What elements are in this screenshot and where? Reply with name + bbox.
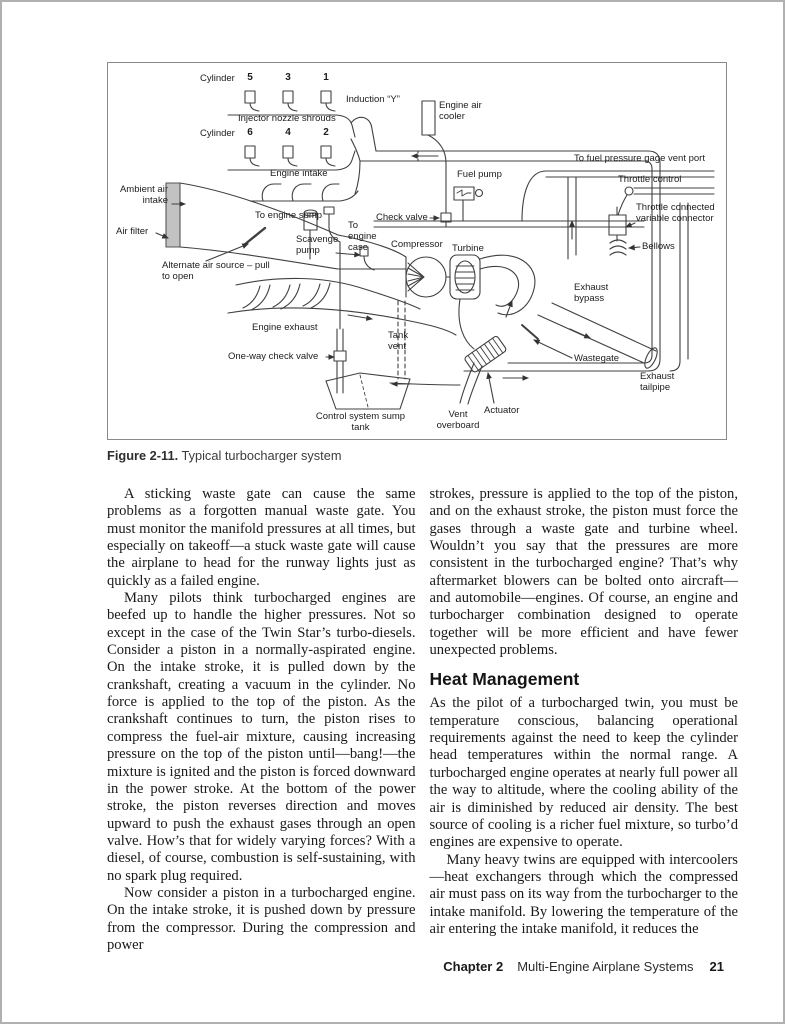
figure-label-vent-overboard: Vent overboard: [436, 409, 480, 431]
figure-label-engine-intake: Engine intake: [270, 168, 328, 179]
paragraph: Now consider a piston in a turbocharged engine. On the intake stroke, it is pushed down by pressure from the compressor. During the compression and power: [107, 884, 416, 953]
figure-label-fuel-pump: Fuel pump: [457, 169, 502, 180]
figure-label-fuel-pressure-port: To fuel pressure gage vent port: [574, 153, 705, 164]
figure-label-cyl-6: 6: [247, 127, 253, 138]
figure-label-to-engine-case: To engine case: [348, 220, 377, 253]
figure-label-actuator: Actuator: [484, 405, 520, 416]
figure-label-throttle-control: Throttle control: [618, 174, 682, 185]
figure-label-engine-exhaust: Engine exhaust: [252, 322, 318, 333]
figure-label-scavenge-pump: Scavenge pump: [296, 234, 339, 256]
figure-label-compressor: Compressor: [391, 239, 443, 250]
figure-label-cyl-4: 4: [285, 127, 291, 138]
paragraph: strokes, pressure is applied to the top of the piston, and on the exhaust stroke, the piston must force the gases through a waste gate and turbine wheel. Wouldn’t you say that the pressures are more consistent in the turbocharged engine? That’s why aftermarket blowers can be bolted onto aircraft—and automobile—engines. Of course, an engine and turbocharger combination designed to operate together will be more efficient and have fewer unexpected problems.: [429, 486, 738, 659]
figure-label-exhaust-bypass: Exhaust bypass: [574, 282, 609, 304]
figure-label-alternate-air: Alternate air source – pull to open: [162, 260, 270, 282]
page-footer: [443, 959, 724, 975]
figure-label-throttle-connector: Throttle connected variable connector: [636, 202, 715, 224]
figure-label-tank-vent: Tank vent: [388, 330, 409, 352]
figure-label-ambient-air-intake: Ambient air intake: [119, 184, 168, 206]
column-right: [430, 486, 739, 954]
figure-label-control-sump-tank: Control system sump tank: [315, 411, 406, 433]
paragraph: As the pilot of a turbocharged twin, you must be temperature conscious, balancing operational requirements against the need to keep the cylinder head temperatures within the normal range. A turbocharged engine operates at nearly full power all the way to altitude, where the cooling ability of the air is diminished by reduced air density. The best source of cooling is a richer fuel mixture, so turbo’d engines are expensive to operate.: [429, 695, 738, 851]
footer-chapter: Chapter 2: [443, 959, 504, 974]
paragraph: Many pilots think turbocharged engines are beefed up to handle the higher pressures. Not so except in the case of the Twin Star’s turbo-diesels. Consider a piston in a normally-aspirated engine. On the intake stroke, it is pulled down by the crankshaft, creating a vacuum in the cylinder. No force is applied to the top of the piston. As the crankshaft continues to turn, the piston rises to compress the fuel-air mixture, causing increasing pressure on the top of the piston until—bang!—the mixture is ignited and the piston is forced downward in the power stroke. At the bottom of the power stroke, the piston reverses direction and moves upward to push the exhaust gases through an open valve. How’s that for widely varying forces? With a diesel, of course, combustion is self-sustaining, with no spark plug required.: [107, 590, 416, 884]
figure-caption: [107, 448, 727, 463]
figure-label-cyl-1: 1: [323, 72, 329, 83]
figure-label-exhaust-tailpipe: Exhaust tailpipe: [640, 371, 675, 393]
figure-label-turbine: Turbine: [452, 243, 484, 254]
figure-box: [107, 62, 727, 440]
figure-label-injector-shrouds: Injector nozzle shrouds: [238, 113, 336, 124]
figure-label-cyl-2: 2: [323, 127, 329, 138]
figure-label-cyl-3: 3: [285, 72, 291, 83]
figure-label-induction-y: Induction “Y”: [346, 94, 400, 105]
figure-label-wastegate: Wastegate: [574, 353, 620, 364]
paragraph: Many heavy twins are equipped with intercoolers—heat exchangers through which the compressed air must pass on its way from the turbocharger to the intake manifold. By lowering the temperature of the air entering the intake manifold, it reduces the: [429, 851, 738, 937]
figure-label-one-way-check-valve: One-way check valve: [228, 351, 319, 362]
figure-label-check-valve: Check valve: [376, 212, 428, 223]
footer-page-number: 21: [709, 959, 724, 974]
figure-label-engine-air-cooler: Engine air cooler: [439, 100, 482, 122]
figure-label-cylinder-top: Cylinder: [200, 73, 235, 84]
figure-label-air-filter: Air filter: [116, 226, 149, 237]
figure-label-cyl-5: 5: [247, 72, 253, 83]
paragraph: A sticking waste gate can cause the same problems as a forgotten manual waste gate. You must monitor the manifold pressures at all times, but especially on takeoff—a stuck waste gate will cause the airplane to head for the runway lights just as quickly as a failed engine.: [107, 486, 416, 589]
turbocharger-diagram-drawing: [108, 63, 728, 441]
figure-label-to-engine-sump: To engine sump: [255, 210, 323, 221]
figure-label-bellows: Bellows: [642, 241, 675, 252]
body-text: [107, 486, 738, 954]
figure-caption-text: Typical turbocharger system: [181, 448, 342, 463]
figure-caption-label: Figure 2-11.: [107, 448, 179, 463]
figure-label-cylinder-bottom: Cylinder: [200, 128, 235, 139]
footer-book-title: Multi-Engine Airplane Systems: [517, 959, 694, 974]
section-heading-heat-management: Heat Management: [429, 669, 580, 690]
column-left: [107, 486, 416, 954]
